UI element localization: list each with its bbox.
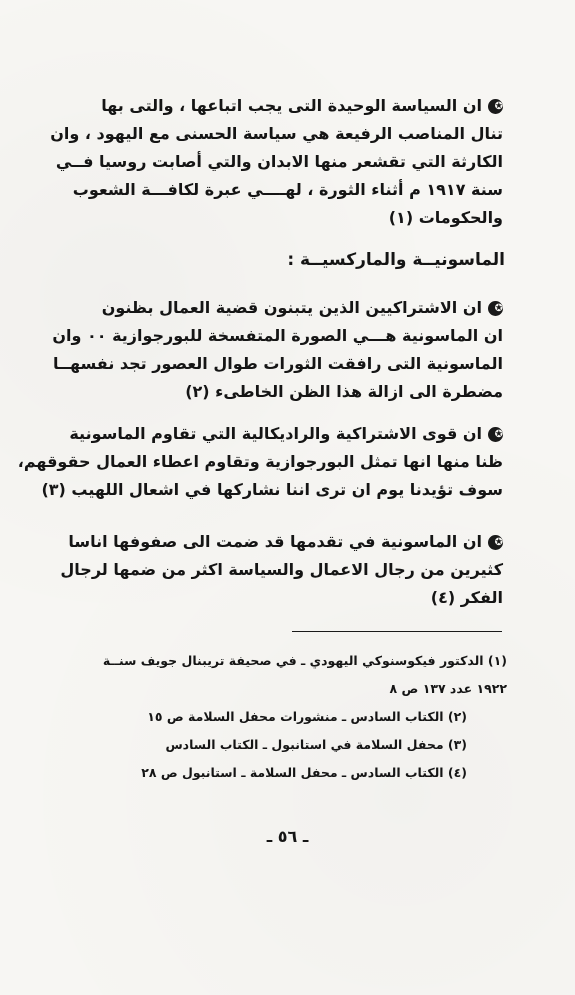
star-circle-icon: ✪ — [488, 427, 503, 442]
paragraph-line: الماسونية التى رافقت الثورات طوال العصور تجد نفسهــا — [53, 354, 503, 373]
footnote-4: (٤) الكتاب السادس ـ محفل السلامة ـ استانبول ص ٢٨ — [141, 765, 467, 780]
footnote-2: (٢) الكتاب السادس ـ منشورات محفل السلامة ص ١٥ — [147, 709, 467, 724]
paragraph-4 — [60, 528, 503, 612]
star-circle-icon: ✪ — [488, 301, 503, 316]
paragraph-line: الفكر (٤) — [430, 588, 503, 607]
paragraph-3 — [17, 420, 503, 504]
paragraph-1 — [50, 92, 503, 232]
footnote-1: (١) الدكتور فيكوسنوكي اليهودي ـ في صحيفة تريبنال جويف سنــة — [102, 653, 507, 668]
paragraph-line — [70, 294, 503, 322]
page-number: ـ ٥٦ ـ — [266, 827, 309, 846]
paragraph-line: ظنا منها انها تمثل البورجوازية وتقاوم اعطاء العمال حقوقهم، — [17, 452, 503, 471]
paragraph-line — [70, 528, 503, 556]
paragraph-line: سنة ١٩١٧ م أثناء الثورة ، لهــــي عبرة لكافـــة الشعوب — [72, 180, 503, 199]
paragraph-line — [70, 420, 503, 448]
paragraph-line: كثيرين من رجال الاعمال والسياسة اكثر من ضمها لرجال — [60, 560, 503, 579]
paragraph-text: ان الماسونية في تقدمها قد ضمت الى صفوفها اناسا — [68, 532, 482, 551]
paragraph-line — [70, 92, 503, 120]
star-circle-icon: ✪ — [488, 99, 503, 114]
paragraph-line: ان الماسونية هـــي الصورة المتفسخة للبورجوازية ٠٠ وان — [52, 326, 503, 345]
paragraph-line: الكارثة التي تقشعر منها الابدان والتي أصابت روسيا فــي — [55, 152, 503, 171]
footnotes — [75, 647, 507, 787]
paragraph-text: ان قوى الاشتراكية والراديكالية التي تقاوم الماسونية — [69, 424, 482, 443]
star-circle-icon: ✪ — [488, 535, 503, 550]
footnote-3: (٣) محفل السلامة في استانبول ـ الكتاب السادس — [165, 737, 467, 752]
paragraph-line: تنال المناصب الرفيعة هي سياسة الحسنى مع اليهود ، وان — [50, 124, 503, 143]
footnote-separator — [292, 631, 502, 632]
paragraph-text: ان السياسة الوحيدة التى يجب اتباعها ، والتى بها — [101, 96, 482, 115]
paragraph-text: ان الاشتراكيين الذين يتبنون قضية العمال بظنون — [101, 298, 482, 317]
paragraph-line: مضطرة الى ازالة هذا الظن الخاطىء (٢) — [185, 382, 503, 401]
paragraph-line: والحكومات (١) — [388, 208, 503, 227]
paragraph-line: سوف تؤيدنا يوم ان ترى اننا نشاركها في اشعال اللهيب (٣) — [41, 480, 503, 499]
paragraph-2 — [52, 294, 503, 406]
footnote-1-continued: ١٩٢٢ عدد ١٣٧ ص ٨ — [389, 681, 507, 696]
section-heading: الماسونيــة والماركسيــة : — [287, 250, 505, 270]
